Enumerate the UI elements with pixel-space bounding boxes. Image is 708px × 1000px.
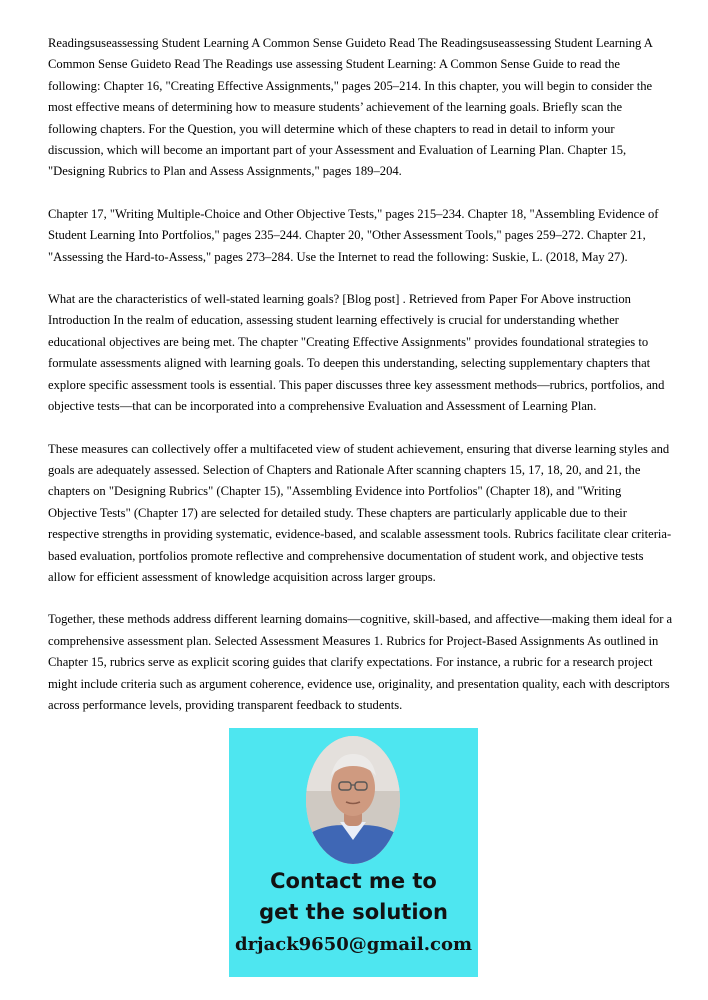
document-body [48, 33, 673, 737]
promo-heading-line-2: get the solution [259, 900, 448, 924]
paragraph-4: These measures can collectively offer a multifaceted view of student achievement, ensuring that diverse learning styles and goals are adequately assessed. Selection of Chapters and Rationale After scanning chapters 15, 17, 18, 20, and 21, the chapters on "Designing Rubrics" (Chapter 15), "Assembling Evidence into Portfolios" (Chapter 18), and "Writing Objective Tests" (Chapter 17) are selected for detailed study. These chapters are particularly applicable due to their respective strengths in providing systematic, evidence-based, and scalable assessment tools. Rubrics facilitate clear criteria-based evaluation, portfolios promote reflective and comprehensive documentation of student work, and objective tests allow for efficient assessment of knowledge acquisition across larger groups. [48, 441, 672, 584]
paragraph-5: Together, these methods address different learning domains—cognitive, skill-based, and affective—making them ideal for a comprehensive assessment plan. Selected Assessment Measures 1. Rubrics for Project-Based Assignments As outlined in Chapter 15, rubrics serve as explicit scoring guides that clarify expectations. For instance, a rubric for a research project might include criteria such as argument coherence, evidence use, originality, and presentation quality, each with descriptors across performance levels, providing transparent feedback to students. [48, 612, 673, 712]
person-portrait-icon [306, 736, 400, 864]
contact-promo-overlay[interactable] [229, 728, 478, 977]
paragraph-3: What are the characteristics of well-stated learning goals? [Blog post] . Retrieved from Paper For Above instruction Introduction In the realm of education, assessing student learning effectively is crucial for understanding whether educational objectives are being met. The chapter "Creating Effective Assignments" provides foundational strategies to formulate assessments aligned with learning goals. To deepen this understanding, selecting supplementary chapters that explore specific assessment tools is essential. This paper discusses three key assessment methods—rubrics, portfolios, and objective tests—that can be incorporated into a comprehensive Evaluation and Assessment of Learning Plan. [48, 292, 665, 414]
contact-email-link[interactable]: drjack9650@gmail.com [234, 934, 473, 955]
promo-heading-line-1: Contact me to [270, 869, 437, 893]
paragraph-1: Readingsuseassessing Student Learning A Common Sense Guideto Read The Readingsuseassessing Student Learning A Common Sense Guideto Read The Readings use assessing Student Learning: A Common Sense Guide to read the following: Chapter 16, "Creating Effective Assignments," pages 205–214. In this chapter, you will begin to consider the most effective means of determining how to measure students’ achievement of the learning goals. Briefly scan the following chapters. For the Question, you will determine which of these chapters to read in detail to inform your discussion, which will become an important part of your Assessment and Evaluation of Learning Plan. Chapter 15, "Designing Rubrics to Plan and Assess Assignments," pages 189–204. [48, 36, 653, 179]
paragraph-2: Chapter 17, "Writing Multiple-Choice and Other Objective Tests," pages 215–234. Chapter 18, "Assembling Evidence of Student Learning Into Portfolios," pages 235–244. Chapter 20, "Other Assessment Tools," pages 259–272. Chapter 21, "Assessing the Hard-to-Assess," pages 273–284. Use the Internet to read the following: Suskie, L. (2018, May 27). [48, 206, 659, 264]
